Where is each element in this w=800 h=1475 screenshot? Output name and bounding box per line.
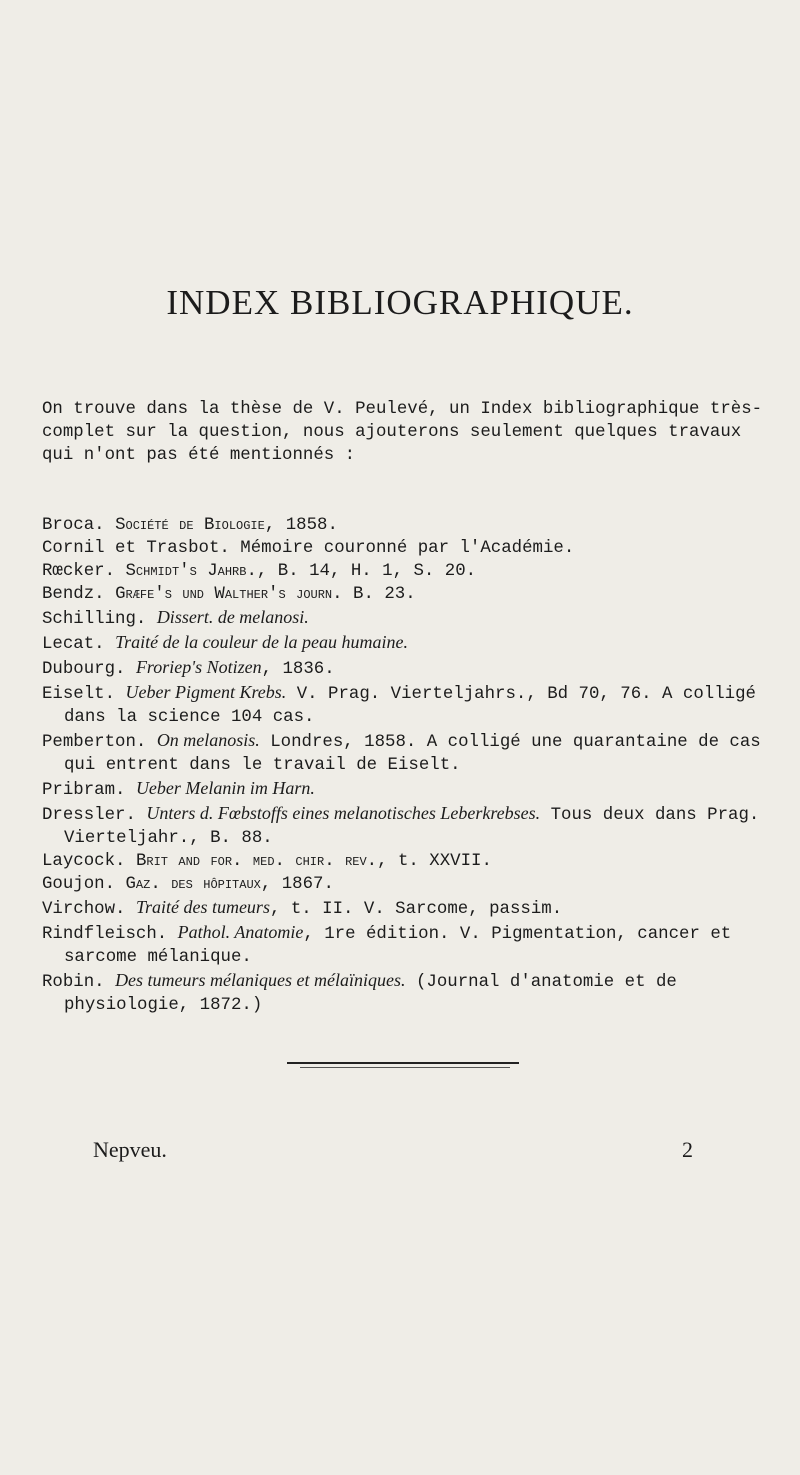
list-item: Schilling. Dissert. de melanosi. bbox=[42, 607, 309, 629]
list-item: Virchow. Traité des tumeurs, t. II. V. Sarcome, passim. bbox=[42, 897, 563, 919]
section-divider bbox=[287, 1062, 519, 1064]
list-item: Pemberton. On melanosis. Londres, 1858. A colligé une quarantaine de cas qui entrent dans le travail de Eiselt. bbox=[42, 730, 761, 775]
list-item: Bendz. Græfe's und Walther's journ. B. 23. bbox=[42, 585, 416, 604]
list-item: Dressler. Unters d. Fœbstoffs eines melanotisches Leberkrebses. Tous deux dans Prag. Vierteljahr., B. 88. bbox=[42, 803, 760, 848]
list-item: Pribram. Ueber Melanin im Harn. bbox=[42, 778, 315, 800]
list-item: Rœcker. Schmidt's Jahrb., B. 14, H. 1, S. 20. bbox=[42, 562, 477, 581]
list-item: Dubourg. Froriep's Notizen, 1836. bbox=[42, 657, 335, 679]
list-item: Goujon. Gaz. des hôpitaux, 1867. bbox=[42, 875, 334, 894]
list-item: Rindfleisch. Pathol. Anatomie, 1re édition. V. Pigmentation, cancer et sarcome mélanique. bbox=[42, 922, 732, 967]
footer-author: Nepveu. bbox=[93, 1137, 167, 1162]
list-item: Eiselt. Ueber Pigment Krebs. V. Prag. Vierteljahrs., Bd 70, 76. A colligé dans la science 104 cas. bbox=[42, 682, 756, 727]
list-item: Cornil et Trasbot. Mémoire couronné par l'Académie. bbox=[42, 539, 575, 558]
page-number: 2 bbox=[682, 1137, 693, 1162]
list-item: Laycock. Brit and for. med. chir. rev., t. XXVII. bbox=[42, 852, 492, 871]
list-item: Broca. Société de Biologie, 1858. bbox=[42, 516, 338, 535]
section-divider-thin bbox=[300, 1067, 510, 1068]
intro-paragraph: On trouve dans la thèse de V. Peulevé, un Index bibliographique très-complet sur la question, nous ajouterons seulement quelques travaux qui n'ont pas été mentionnés : bbox=[42, 400, 763, 465]
page-title: INDEX BIBLIOGRAPHIQUE. bbox=[166, 283, 634, 322]
list-item: Lecat. Traité de la couleur de la peau humaine. bbox=[42, 632, 409, 654]
list-item: Robin. Des tumeurs mélaniques et mélaïniques. (Journal d'anatomie et de physiologie, 1872.) bbox=[42, 970, 677, 1015]
reference-list bbox=[42, 514, 772, 1017]
